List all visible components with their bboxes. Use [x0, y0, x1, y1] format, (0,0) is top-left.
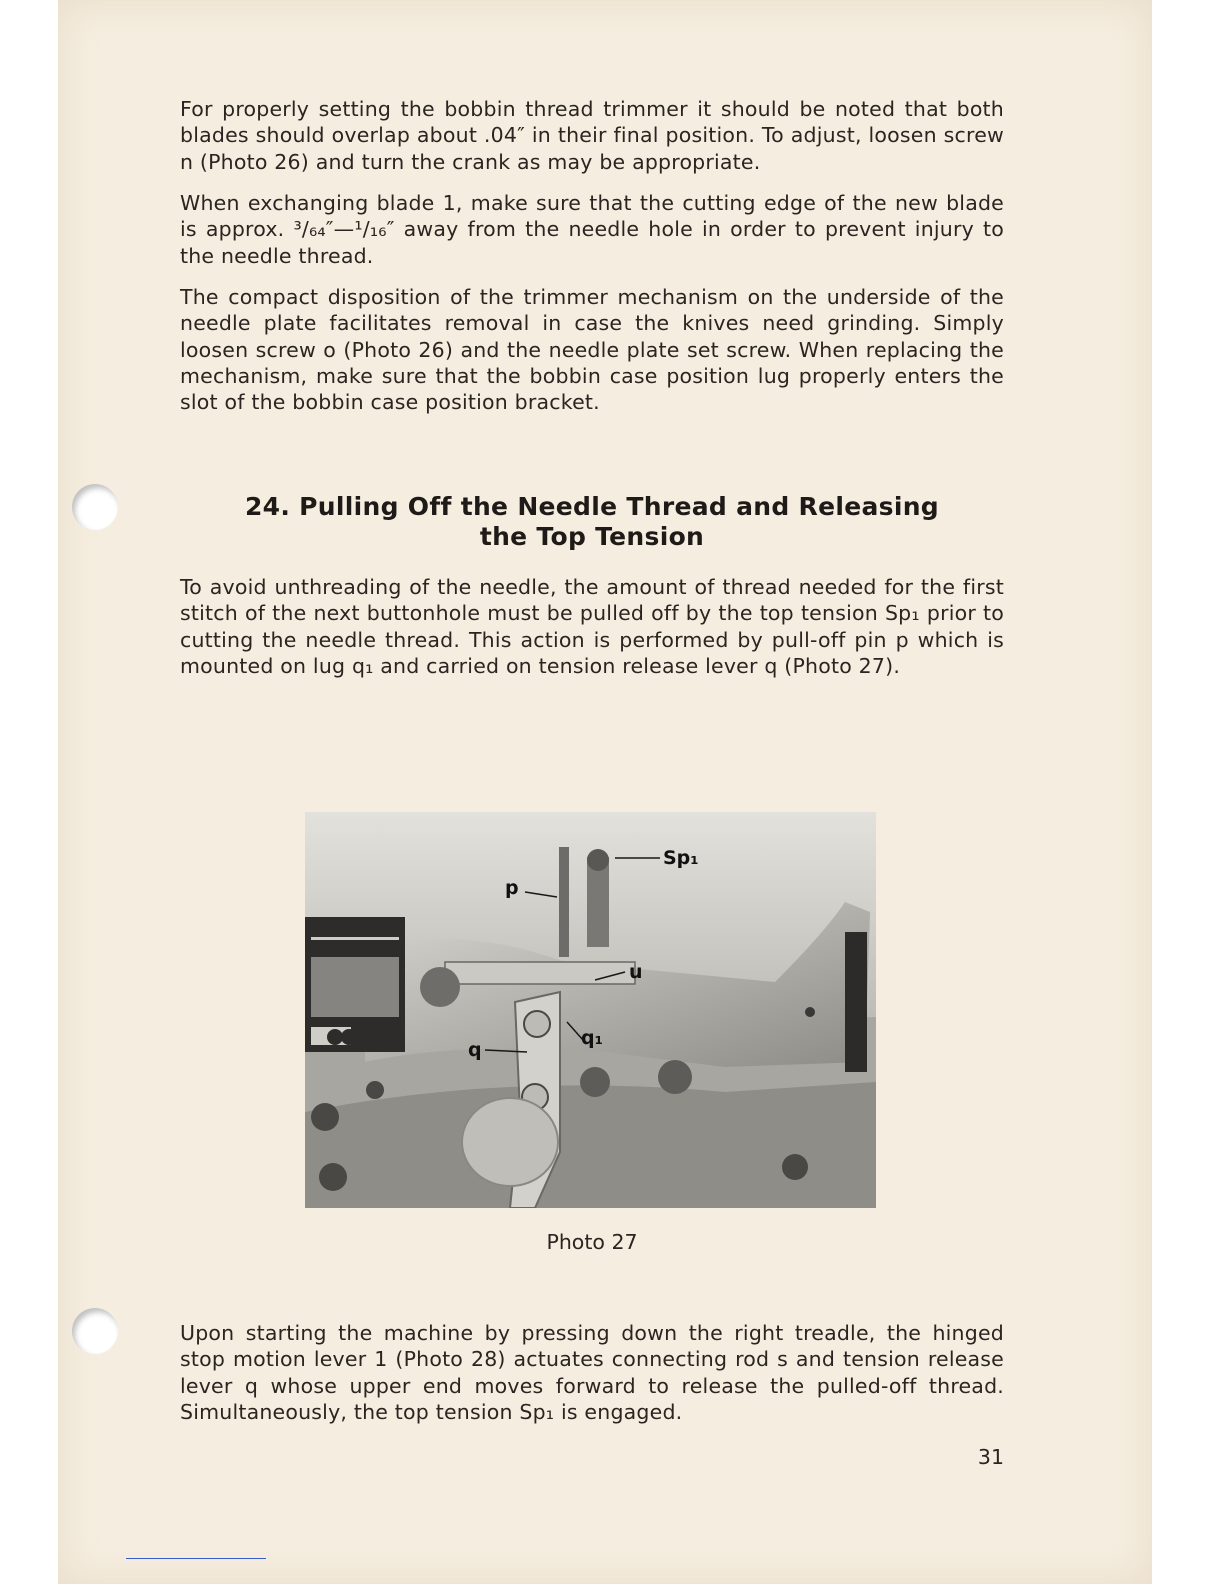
label-q1: q₁ [581, 1027, 603, 1049]
photo-27 [305, 812, 876, 1208]
section-heading-line-2: the Top Tension [479, 522, 705, 551]
paragraph-pull-off: To avoid unthreading of the needle, the amount of thread needed for the first stitch of the next buttonhole must be pulled off by the top tension Sp₁ prior to cutting the needle thread. This action is performed by pull-off pin p which is mounted on lug q₁ and carried on tension release lever q (Photo 27). [180, 575, 1004, 678]
paragraph-blade-exchange: When exchanging blade 1, make sure that the cutting edge of the new blade is approx. ³/₆₄″—¹/₁₆″ away from the needle hole in order to prevent injury to the needle thread. [180, 191, 1004, 268]
punch-hole-lower [72, 1308, 118, 1354]
label-q: q [468, 1039, 482, 1061]
paragraph-trimmer-setting: For properly setting the bobbin thread trimmer it should be noted that both blades should overlap about .04″ in their final position. To adjust, loosen screw n (Photo 26) and turn the crank as may be appropriate. [180, 97, 1004, 174]
section-heading-line-1: 24. Pulling Off the Needle Thread and Releasing [244, 492, 939, 521]
paragraph-tension-release: Upon starting the machine by pressing down the right treadle, the hinged stop motion lever 1 (Photo 28) actuates connecting rod s and tension release lever q whose upper end moves forward to release the pulled-off thread. Simultaneously, the top tension Sp₁ is engaged. [180, 1321, 1004, 1424]
page-number: 31 [977, 1445, 1004, 1469]
paragraph-trimmer-removal: The compact disposition of the trimmer mechanism on the underside of the needle plate facilitates removal in case the knives need grinding. Simply loosen screw o (Photo 26) and the needle plate set screw. When replacing the mechanism, make sure that the bobbin case position lug properly enters the slot of the bobbin case position bracket. [180, 285, 1004, 415]
machine-photo-illustration [305, 812, 876, 1208]
punch-hole-upper [72, 484, 118, 530]
photo-caption: Photo 27 [546, 1230, 638, 1254]
section-heading [180, 492, 1004, 552]
label-sp1: Sp₁ [663, 847, 699, 869]
label-p: p [505, 877, 519, 899]
underline-mark [126, 1558, 266, 1559]
label-u: u [629, 961, 643, 983]
